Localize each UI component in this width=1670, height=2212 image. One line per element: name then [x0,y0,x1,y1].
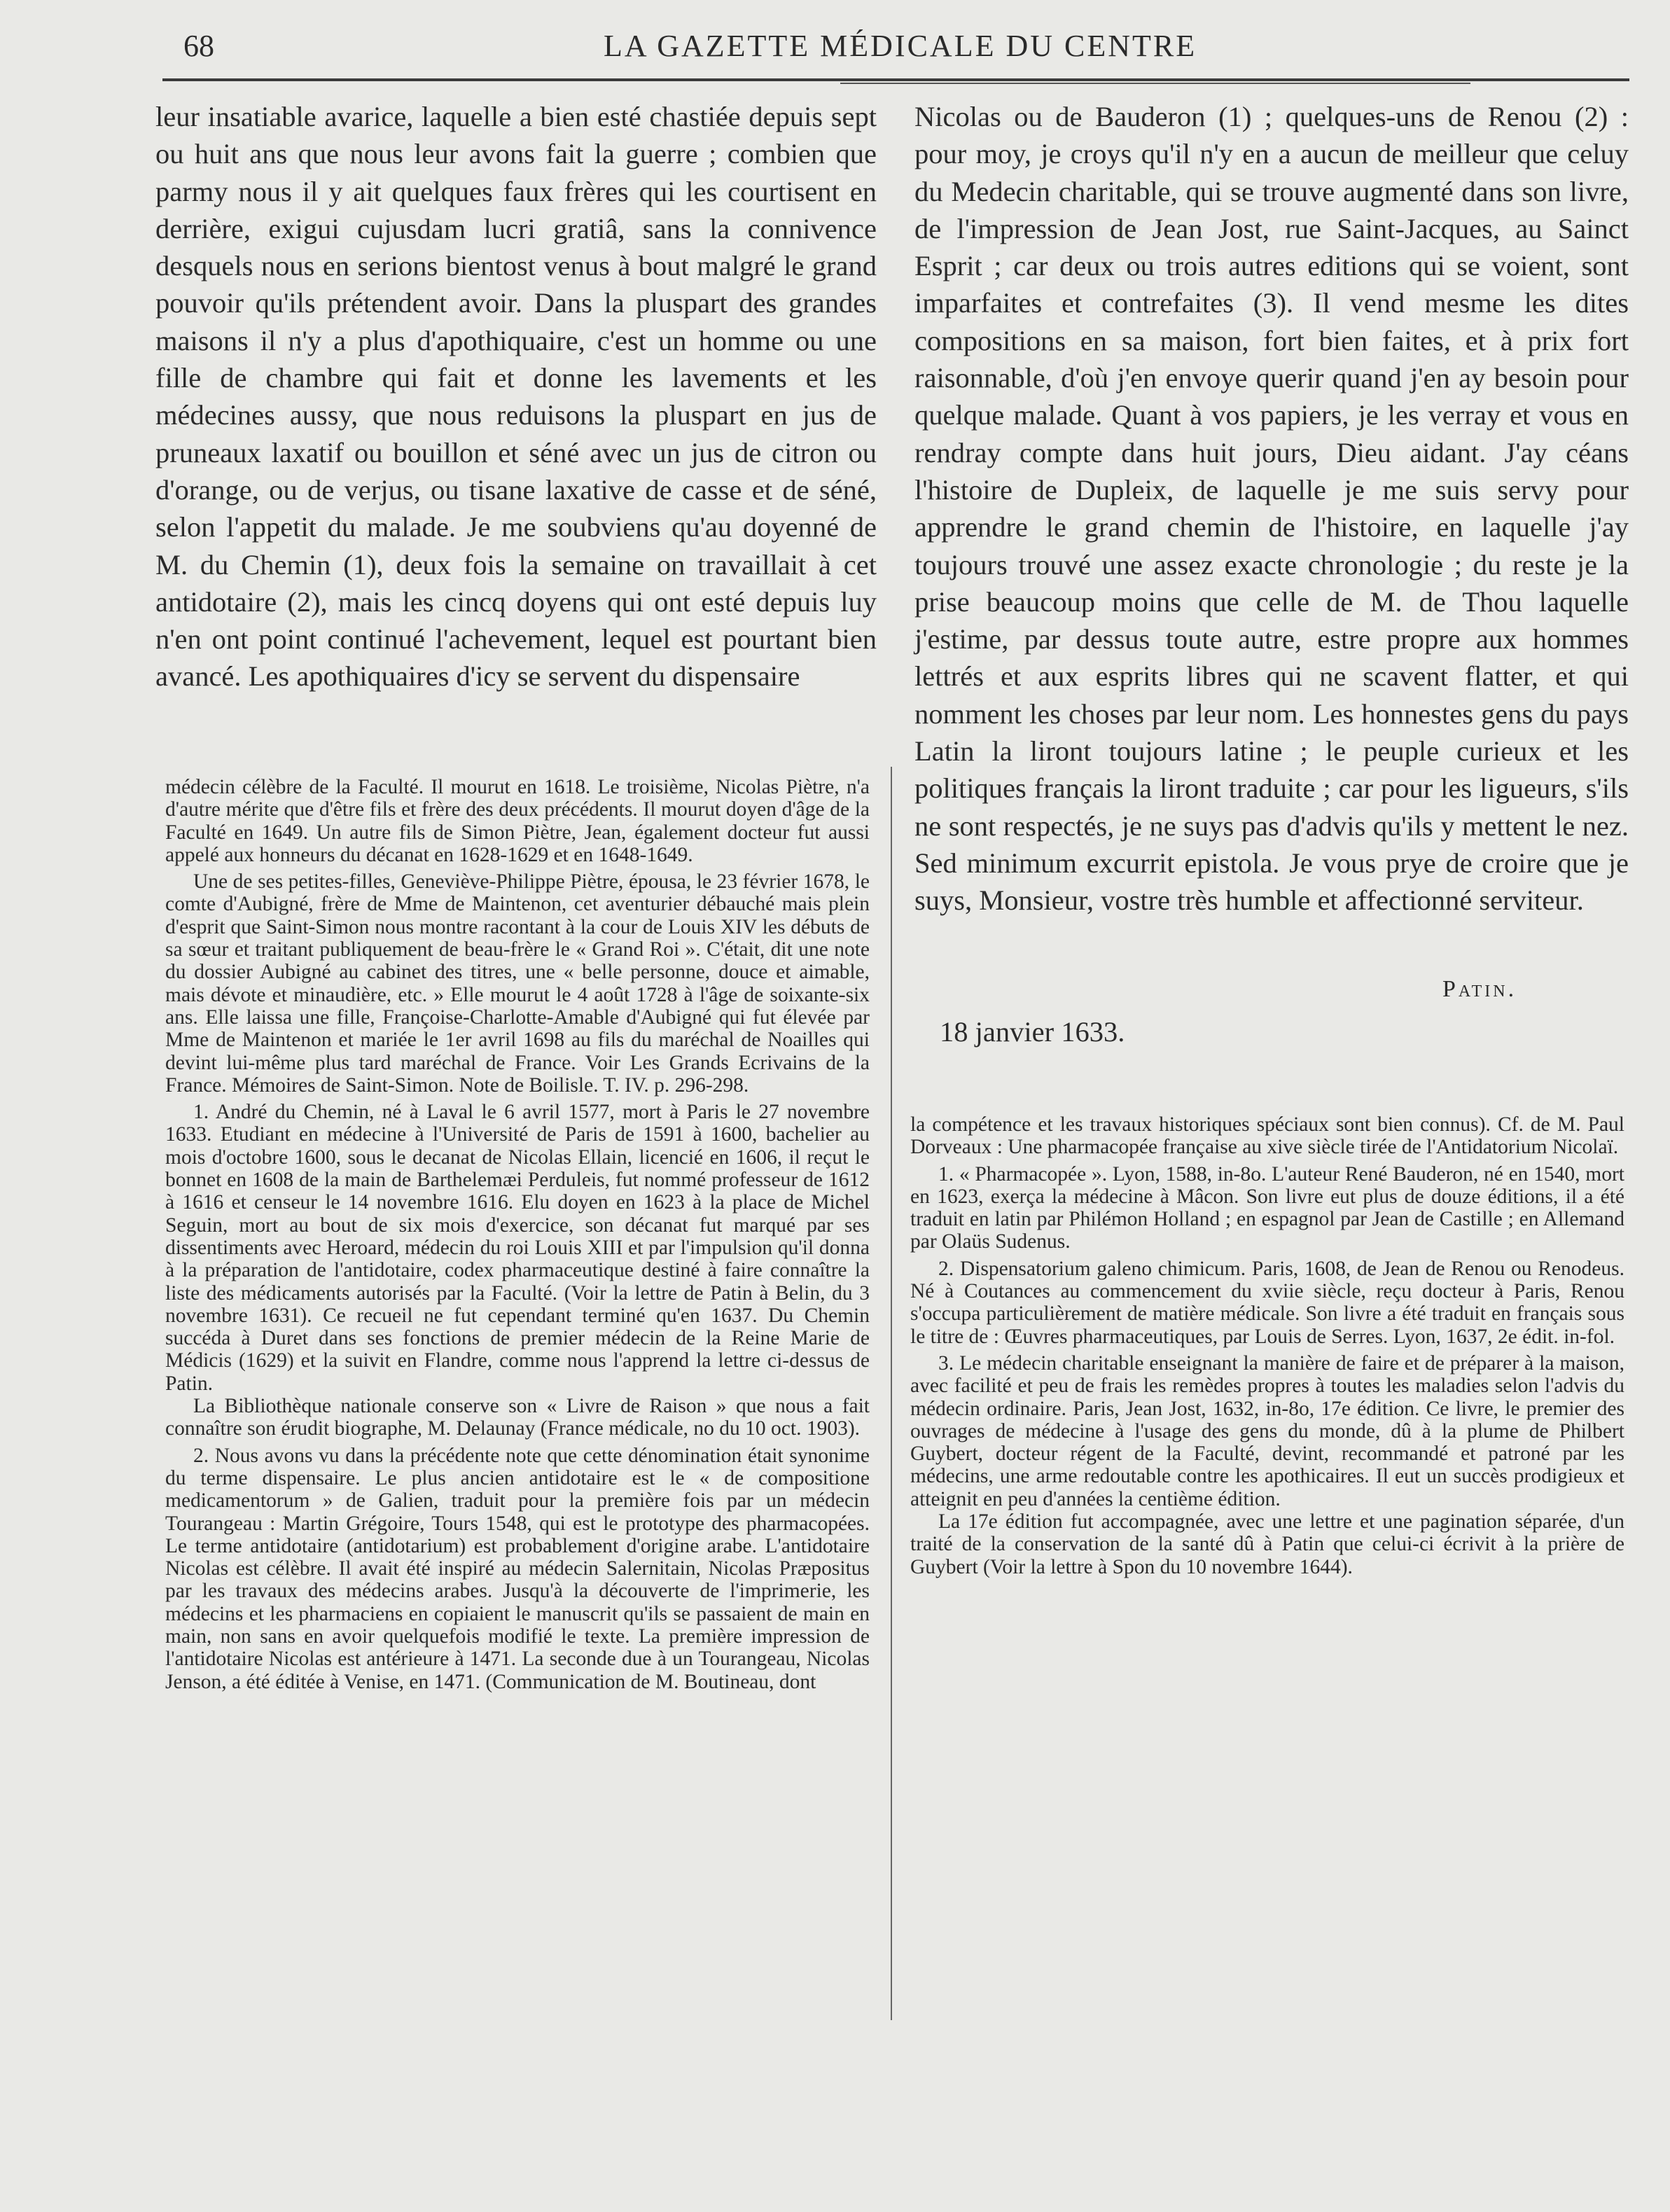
page-header [183,28,1640,77]
footnote: La 17e édition fut accompagnée, avec une lettre et une pagination séparée, d'un traité de la conservation de la santé dû à Patin que celui-ci écrivit à la prière de Guybert (Voir la lettre à Spon du 10 novembre 1644). [910,1510,1624,1578]
footnote: 1. André du Chemin, né à Laval le 6 avril 1577, mort à Paris le 27 novembre 1633. Etudiant en médecine à l'Université de Paris de 1591 à 1600, bachelier au mois d'octobre 1600, sous le decanat de Nicolas Ellain, licencié en 1606, il reçut le bonnet en 1608 de la main de Barthelemæi Perduleis, fut nommé professeur de 1612 à 1616 et censeur le 14 novembre 1616. Elu doyen en 1623 à la place de Michel Seguin, mort au bout de six mois d'exercice, son décanat fut marqué par ses dissentiments avec Heroard, médecin du roi Louis XIII et par l'impulsion qu'il donna à la préparation de l'antidotaire, codex pharmaceutique destiné à faire connaître la liste des médicaments autorisés par la Faculté. (Voir la lettre de Patin à Belin, du 3 novembre 1631). Ce recueil ne fut cependant terminé qu'en 1637. Du Chemin succéda à Duret dans ses fonctions de premier médecin de la Reine Marie de Médicis (1629) et la suivit en Flandre, comme nous l'apprend la lettre ci-dessus de Patin. [165,1101,870,1395]
running-title: LA GAZETTE MÉDICALE DU CENTRE [604,29,1197,63]
header-rule-secondary [840,83,1470,84]
body-column-right [914,98,1629,919]
column-divider [891,767,892,2020]
footnote: médecin célèbre de la Faculté. Il mourut en 1618. Le troisième, Nicolas Piètre, n'a d'autre mérite que d'être fils et frère des deux précédents. Il mourut doyen d'âge de la Faculté en 1649. Un autre fils de Simon Piètre, Jean, également docteur fut aussi appelé aux honneurs du décanat en 1628-1629 et en 1648-1649. [165,776,870,866]
footnotes-right [910,1113,1624,1578]
footnote: 2. Dispensatorium galeno chimicum. Paris, 1608, de Jean de Renou ou Renodeus. Né à Coutances au commencement du xviie siècle, reçu docteur à Paris, Renou s'occupa particulièrement de matière médicale. Son livre a été traduit en français sous le titre de : Œuvres pharmaceutiques, par Louis de Serres. Lyon, 1637, 2e édit. in-fol. [910,1257,1624,1348]
body-paragraph: Nicolas ou de Bauderon (1) ; quelques-uns de Renou (2) : pour moy, je croys qu'il n'y en a aucun de meilleur que celuy du Medecin charitable, qui se trouve augmenté dans son livre, de l'impression de Jean Jost, rue Saint-Jacques, au Sainct Esprit ; car deux ou trois autres editions qui se voient, sont imparfaites et contrefaites (3). Il vend mesme les dites compositions en sa maison, fort bien faites, et à prix fort raisonnable, d'où j'en envoye querir quand j'en ay besoin pour quelque malade. Quant à vos papiers, je les verray et vous en rendray compte dans huit jours, Dieu aidant. J'ay céans l'histoire de Dupleix, de laquelle je me suis servy pour apprendre le grand chemin de l'histoire, en laquelle j'ay toujours trouvé une assez exacte chronologie ; du reste je la prise beaucoup moins que celle de M. de Thou laquelle j'estime, par dessus toute autre, estre propre aux hommes lettrés et aux esprits libres qui ne scavent flatter, et qui nomment les choses par leur nom. Les honnestes gens du pays Latin la liront toujours latine ; le peuple curieux et les politiques français la liront traduite ; car pour les ligueurs, s'ils ne sont respectés, je ne suys pas d'advis qu'ils y mettent le nez. Sed minimum excurrit epistola. Je vous prye de croire que je suys, Monsieur, vostre très humble et affectionné serviteur. [914,101,1629,917]
footnote: la compétence et les travaux historiques spéciaux sont bien connus). Cf. de M. Paul Dorveaux : Une pharmacopée française au xive siècle tirée de l'Antidatorium Nicolaï. [910,1113,1624,1159]
header-rule [162,78,1629,81]
body-paragraph: leur insatiable avarice, laquelle a bien esté chastiée depuis sept ou huit ans que nous leur avons fait la guerre ; combien que parmy nous il y ait quelques faux frères qui les courtisent en derrière, exigui cujusdam lucri gratiâ, sans la connivence desquels nous en serions bientost venus à bout malgré le grand pouvoir qu'ils prétendent avoir. Dans la pluspart des grandes maisons il n'y a plus d'apothiquaire, c'est un homme ou une fille de chambre qui fait et donne les lavements et les médecines aussy, que nous reduisons la pluspart en jus de pruneaux laxatif ou bouillon et séné avec un jus de citron ou d'orange, ou de verjus, ou tisane laxative de casse et de séné, selon l'appetit du malade. Je me soubviens qu'au doyenné de M. du Chemin (1), deux fois la semaine on travaillait à cet antidotaire (2), mais les cincq doyens qui ont esté depuis luy n'en ont point continué l'achevement, lequel est pourtant bien avancé. Les apothiquaires d'icy se servent du dispensaire [155,101,877,693]
letter-date: 18 janvier 1633. [940,1016,1125,1048]
body-column-left [155,98,877,695]
footnote: La Bibliothèque nationale conserve son « Livre de Raison » que nous a fait connaître son érudit biographe, M. Delaunay (France médicale, no du 10 oct. 1903). [165,1395,870,1440]
footnotes-left [165,776,870,1693]
footnote: 2. Nous avons vu dans la précédente note que cette dénomination était synonime du terme dispensaire. Le plus ancien antidotaire est le « de compositione medicamentorum » de Galien, traduit pour la première fois par un médecin Tourangeau : Martin Grégoire, Tours 1548, qui est le prototype des pharmacopées. Le terme antidotaire (antidotarium) est probablement d'origine arabe. L'antidotaire Nicolas est célèbre. Il avait été inspiré au médecin Salernitain, Nicolas Præpositus par les travaux des médecins arabes. Jusqu'à la découverte de l'imprimerie, les médecins et les pharmaciens en copiaient le manuscrit qu'ils se passaient de main en main, non sans en avoir quelquefois modifié le texte. La première impression de l'antidotaire Nicolas est antérieure à 1471. La seconde due à un Tourangeau, Nicolas Jenson, a été éditée à Venise, en 1471. (Communication de M. Boutineau, dont [165,1444,870,1693]
footnote: 1. « Pharmacopée ». Lyon, 1588, in-8o. L'auteur René Bauderon, né en 1540, mort en 1623, exerça la médecine à Mâcon. Son livre eut plus de douze éditions, il a été traduit en latin par Philémon Holland ; en espagnol par Jean de Castille ; en Allemand par Olaüs Sudenus. [910,1162,1624,1253]
footnote: Une de ses petites-filles, Geneviève-Philippe Piètre, épousa, le 23 février 1678, le comte d'Aubigné, frère de Mme de Maintenon, cet aventurier débauché mais plein d'esprit que Saint-Simon nous montre racontant à la cour de Louis XIV les débuts de sa sœur et traitant publiquement de beau-frère le « Grand Roi ». C'était, dit une note du dossier Aubigné au cabinet des titres, une « belle personne, douce et aimable, mais dévote et minaudière, etc. » Elle mourut le 4 août 1728 à l'âge de soixante-six ans. Elle laissa une fille, Françoise-Charlotte-Amable d'Aubigné qui fut élevée par Mme de Maintenon et mariée le 1er avril 1698 au fils du maréchal de Noailles qui devint lui-même plus tard maréchal de France. Voir Les Grands Ecrivains de la France. Mémoires de Saint-Simon. Note de Boilisle. T. IV. p. 296-298. [165,870,870,1097]
page-number: 68 [183,29,214,63]
footnote: 3. Le médecin charitable enseignant la manière de faire et de préparer à la maison, avec facilité et peu de frais les remèdes propres à toutes les maladies selon l'advis du médecin ordinaire. Paris, Jean Jost, 1632, in-8o, 17e édition. Ce livre, le premier des ouvrages de médecine à l'usage des gens du monde, dû à la plume de Philbert Guybert, docteur régent de la Faculté, devint, recommandé et patroné par les médecins, une arme redoutable contre les apothicaires. Il eut un succès prodigieux et atteignit en peu d'années la centième édition. [910,1351,1624,1510]
signature: Patin. [1442,976,1517,1002]
